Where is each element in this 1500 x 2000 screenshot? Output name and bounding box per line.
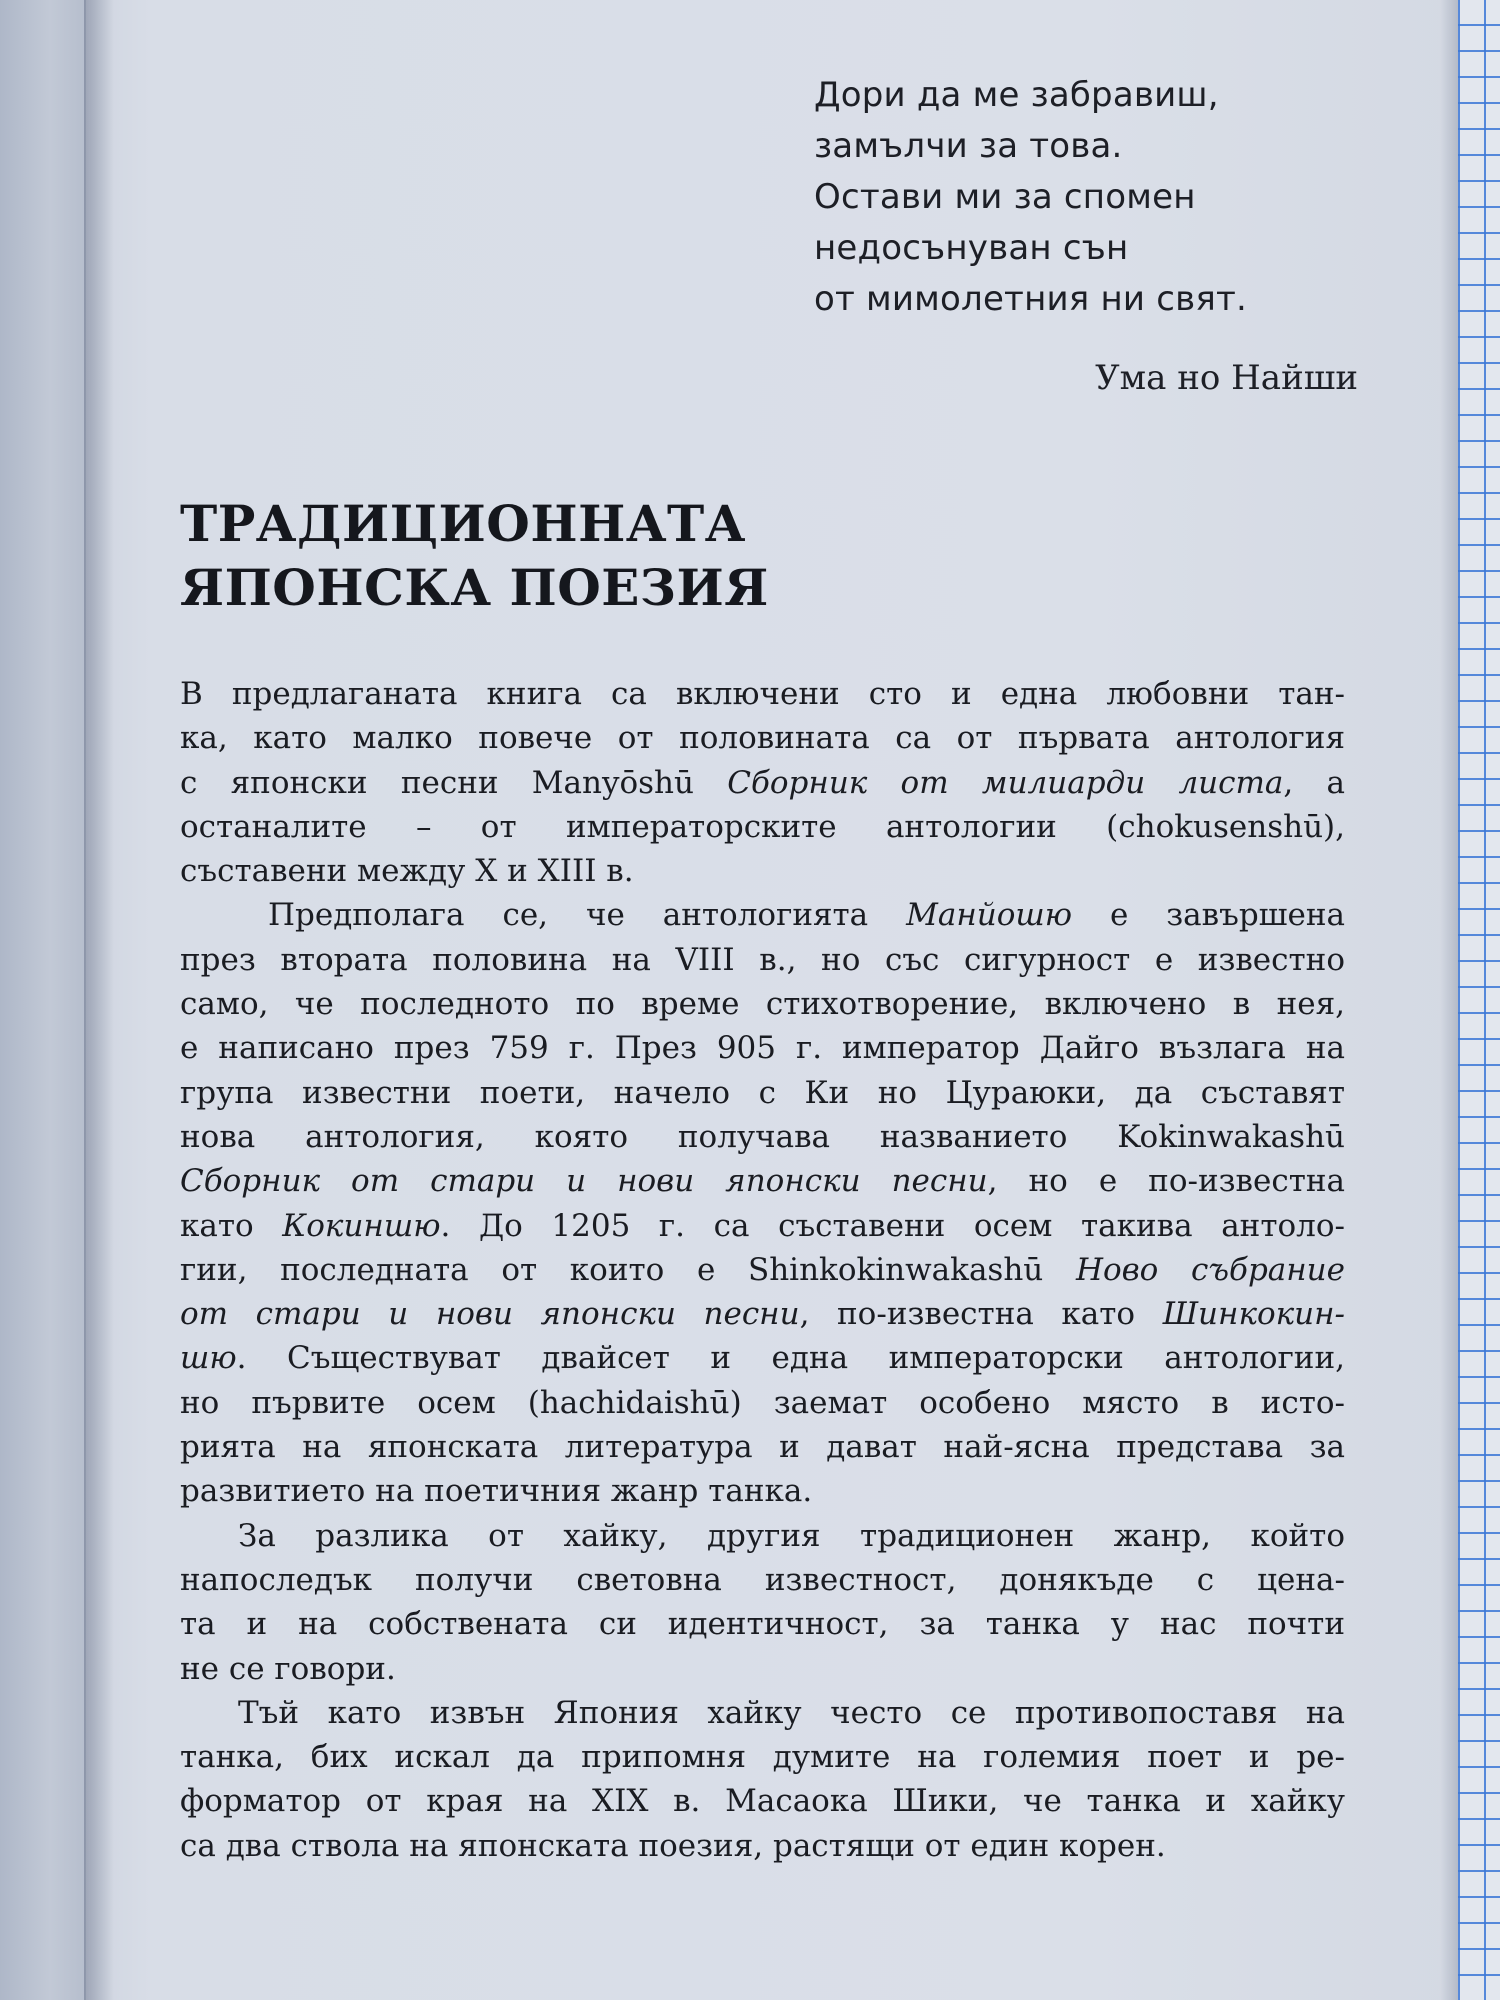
body-text-segment: с японски песни Manyōshū bbox=[180, 764, 728, 801]
body-text-segment: останалите – от императорските антологии (chokusenshū), bbox=[180, 808, 1345, 845]
body-line bbox=[180, 1115, 1345, 1159]
epigraph-line: замълчи за това. bbox=[814, 126, 1123, 166]
body-line bbox=[180, 1248, 1345, 1292]
body-text-segment: , но е по-известна bbox=[987, 1163, 1345, 1200]
body-text-segment: . Съществуват двайсет и една императорски антологии, bbox=[236, 1340, 1345, 1377]
epigraph-line: Остави ми за спомен bbox=[814, 177, 1196, 217]
body-line bbox=[180, 938, 1345, 982]
body-line bbox=[180, 1824, 1345, 1868]
italic-title-text: Сборник от стари и нови японски песни bbox=[180, 1163, 988, 1200]
body-line bbox=[180, 1071, 1345, 1115]
body-text-segment: гии, последната от които е Shinkokinwakashū bbox=[180, 1251, 1076, 1288]
body-line bbox=[180, 1204, 1345, 1248]
body-line bbox=[180, 1647, 1345, 1691]
left-page-edge bbox=[0, 0, 86, 2000]
body-text-segment: танка, бих искал да припомня думите на големия поет и ре- bbox=[180, 1739, 1345, 1776]
grid-paper-background bbox=[1458, 0, 1500, 2000]
epigraph-line: от мимолетния ни свят. bbox=[814, 279, 1247, 319]
body-text-segment: , по-известна като bbox=[799, 1296, 1163, 1333]
body-text-segment: За разлика от хайку, другия традиционен жанр, който bbox=[238, 1517, 1345, 1554]
body-text-segment: но първите осем (hachidaishū) заемат особено място в исто- bbox=[180, 1384, 1345, 1421]
body-text-segment: съставени между X и XIII в. bbox=[180, 853, 634, 890]
italic-title-text: Шинкокин- bbox=[1162, 1296, 1345, 1333]
body-line bbox=[180, 672, 1345, 716]
body-text-segment: развитието на поетичния жанр танка. bbox=[180, 1473, 813, 1510]
body-text-segment: ка, като малко повече от половината са от първата антология bbox=[180, 720, 1345, 757]
body-text-segment: рията на японската литература и дават най-ясна представа за bbox=[180, 1429, 1345, 1466]
body-line bbox=[180, 1381, 1345, 1425]
body-line bbox=[180, 1514, 1345, 1558]
body-text-segment: Предполага се, че антологията bbox=[268, 897, 907, 934]
body-text-segment: не се говори. bbox=[180, 1650, 396, 1687]
body-line bbox=[180, 1691, 1345, 1735]
gutter-shadow bbox=[84, 0, 114, 2000]
italic-title-text: Сборник от милиарди листа bbox=[727, 764, 1284, 801]
italic-title-text: Кокиншю bbox=[282, 1207, 441, 1244]
body-text-segment: В предлаганата книга са включени сто и една любовни тан- bbox=[180, 676, 1345, 712]
body-text-segment: група известни поети, начело с Ки но Цураюки, да съставят bbox=[180, 1074, 1345, 1111]
body-text-segment: нова антология, която получава названието Kokinwakashū bbox=[180, 1118, 1345, 1155]
body-text-segment: форматор от края на XIX в. Масаока Шики, че танка и хайку bbox=[180, 1783, 1345, 1820]
body-text-segment: само, че последното по време стихотворение, включено в нея, bbox=[180, 986, 1345, 1023]
body-text-segment: Тъй като извън Япония хайку често се противопоставя на bbox=[238, 1694, 1345, 1731]
body-line bbox=[180, 1735, 1345, 1779]
body-line bbox=[180, 849, 1345, 893]
epigraph-author: Ума но Найши bbox=[1095, 358, 1358, 398]
chapter-title-line: ЯПОНСКА ПОЕЗИЯ bbox=[180, 558, 769, 617]
body-text-segment: напоследък получи световна известност, донякъде с цена- bbox=[180, 1561, 1345, 1598]
body-text-segment: през втората половина на VIII в., но със сигурност е известно bbox=[180, 941, 1345, 978]
body-text-segment: . До 1205 г. са съставени осем такива антоло- bbox=[440, 1207, 1345, 1244]
body-text-segment: като bbox=[180, 1207, 283, 1244]
body-text-segment: е завършена bbox=[1072, 897, 1345, 934]
page-edge-shadow bbox=[1440, 0, 1458, 2000]
body-line bbox=[180, 805, 1345, 849]
body-line bbox=[180, 761, 1345, 805]
italic-title-text: Манйошю bbox=[906, 897, 1073, 934]
italic-title-text: шю bbox=[180, 1340, 237, 1377]
body-line bbox=[180, 893, 1345, 937]
epigraph-line: Дори да ме забравиш, bbox=[814, 75, 1219, 115]
body-text-segment: е написано през 759 г. През 905 г. император Дайго възлага на bbox=[180, 1030, 1345, 1067]
body-line bbox=[180, 1425, 1345, 1469]
body-line bbox=[180, 1469, 1345, 1513]
body-text-segment: та и на собствената си идентичност, за танка у нас почти bbox=[180, 1606, 1345, 1643]
body-line bbox=[180, 1558, 1345, 1602]
chapter-title-line: ТРАДИЦИОННАТА bbox=[180, 494, 746, 553]
body-text bbox=[180, 672, 1345, 1868]
body-text-segment: , а bbox=[1283, 764, 1345, 801]
body-line bbox=[180, 1779, 1345, 1823]
body-line bbox=[180, 1602, 1345, 1646]
body-line bbox=[180, 982, 1345, 1026]
epigraph-line: недосънуван сън bbox=[814, 228, 1129, 268]
epigraph-poem bbox=[814, 70, 1334, 325]
body-line bbox=[180, 1292, 1345, 1336]
italic-title-text: Ново събрание bbox=[1075, 1251, 1345, 1288]
body-line bbox=[180, 1026, 1345, 1070]
body-line bbox=[180, 1159, 1345, 1203]
italic-title-text: от стари и нови японски песни bbox=[180, 1296, 800, 1333]
body-line bbox=[180, 1336, 1345, 1380]
body-text-segment: са два ствола на японската поезия, растящи от един корен. bbox=[180, 1827, 1166, 1864]
chapter-title bbox=[180, 492, 1080, 620]
body-line bbox=[180, 716, 1345, 760]
